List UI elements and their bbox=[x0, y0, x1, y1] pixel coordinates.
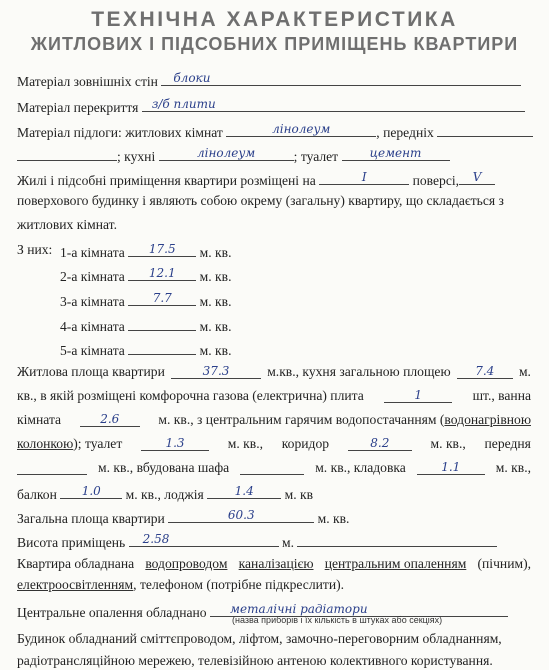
equipment-label: Квартира обладнана bbox=[17, 556, 135, 571]
building-floors-value: V bbox=[472, 170, 482, 184]
living-area-label: Житлова площа квартири bbox=[17, 364, 165, 379]
heating-devices-label: Центральне опалення обладнано bbox=[17, 605, 207, 620]
bathroom-row bbox=[17, 412, 531, 428]
height-value: 2.58 bbox=[142, 532, 170, 546]
water-heater-option[interactable]: водонагрівною bbox=[444, 412, 531, 427]
room-unit: м. кв. bbox=[199, 319, 232, 334]
room-unit: м. кв. bbox=[199, 343, 232, 358]
wardrobe-area-field[interactable] bbox=[240, 460, 304, 475]
toilet-row bbox=[17, 436, 531, 452]
title-line-1: ТЕХНІЧНА ХАРАКТЕРИСТИКА bbox=[91, 8, 458, 31]
living-area-row bbox=[17, 364, 531, 380]
location-text-3: поверхового будинку і являють собою окрему (загальну) квартиру, що складається з bbox=[17, 193, 504, 208]
room-label: 1-а кімната bbox=[60, 245, 125, 260]
stove-unit: шт., ванна bbox=[472, 388, 531, 403]
corridor-unit: м. кв., bbox=[430, 436, 466, 451]
equipment-row-2 bbox=[17, 577, 344, 593]
floor-kitchen-label: ; кухні bbox=[117, 149, 156, 164]
walls-row bbox=[17, 71, 521, 90]
floor-living-value: лінолеум bbox=[272, 122, 331, 136]
phone-option[interactable]: , телефоном (потрібне підкреслити). bbox=[133, 577, 345, 592]
apartment-floor-value: I bbox=[361, 170, 367, 184]
kitchen-area-field[interactable] bbox=[457, 364, 513, 379]
equipment-row bbox=[17, 556, 531, 572]
loggia-label: м. кв., лоджія bbox=[125, 487, 204, 502]
corridor-label: коридор bbox=[281, 436, 330, 451]
balcony-area-value: 1.0 bbox=[81, 484, 101, 498]
room-area-field[interactable] bbox=[128, 266, 196, 281]
room-unit: м. кв. bbox=[199, 294, 232, 309]
toilet-area-value: 1.3 bbox=[165, 436, 185, 450]
walls-field[interactable] bbox=[161, 71, 521, 86]
hall-row bbox=[17, 460, 531, 476]
bathroom-label: кімната bbox=[17, 412, 62, 427]
floor-toilet-field[interactable] bbox=[342, 146, 450, 161]
corridor-area-value: 8.2 bbox=[370, 436, 390, 450]
floor-living-field[interactable] bbox=[226, 122, 376, 137]
room-unit: м. кв. bbox=[199, 269, 232, 284]
floor-hall-field-2[interactable] bbox=[17, 146, 117, 161]
floor-row-2 bbox=[17, 146, 450, 165]
room-area-value: 12.1 bbox=[148, 266, 176, 280]
room-label: 2-а кімната bbox=[60, 269, 125, 284]
ceiling-label: Матеріал перекриття bbox=[17, 100, 139, 115]
floor-hall-label: , передніх bbox=[376, 125, 434, 140]
room-label: 4-а кімната bbox=[60, 319, 125, 334]
rooms-intro: З них: bbox=[17, 242, 53, 257]
water-heater-option-cont[interactable]: колонкою bbox=[17, 436, 74, 451]
kitchen-area-unit: м. bbox=[518, 364, 531, 379]
bathroom-area-value: 2.6 bbox=[100, 412, 120, 426]
total-area-unit: м. кв. bbox=[317, 511, 350, 526]
building-equipment-line-1: Будинок обладнаний сміттєпроводом, ліфтом, замочно-переговорним обладнанням, bbox=[17, 631, 502, 646]
room-area-field[interactable] bbox=[128, 340, 196, 355]
hall-unit: м. кв., вбудована шафа bbox=[97, 460, 230, 475]
wardrobe-unit: м. кв., кладовка bbox=[315, 460, 406, 475]
stove-count-field[interactable] bbox=[384, 388, 452, 403]
loggia-area-value: 1.4 bbox=[234, 484, 254, 498]
height-extra-field[interactable] bbox=[297, 532, 497, 547]
bathroom-area-field[interactable] bbox=[80, 412, 140, 427]
floor-hall-field[interactable] bbox=[437, 122, 533, 137]
heating-devices-value: металічні радіатори bbox=[230, 602, 368, 616]
floor-toilet-value: цемент bbox=[369, 146, 422, 160]
stove-row bbox=[17, 388, 531, 404]
room-area-field[interactable] bbox=[128, 291, 196, 306]
location-row bbox=[17, 170, 495, 189]
ceiling-value: з/б плити bbox=[151, 97, 216, 111]
balcony-label: балкон bbox=[17, 487, 57, 502]
room-row bbox=[60, 266, 231, 285]
pantry-unit: м. кв., bbox=[495, 460, 531, 475]
water-supply-option[interactable]: водопроводом bbox=[145, 556, 228, 571]
stove-label: кв., в якій розміщені комфорочна газова (електрична) плита bbox=[17, 388, 364, 403]
room-area-value: 7.7 bbox=[152, 291, 172, 305]
room-row bbox=[60, 291, 231, 310]
heating-devices-note: (назва приборів і їх кількість в штуках або секціях) bbox=[232, 615, 443, 625]
living-area-value: 37.3 bbox=[202, 364, 230, 378]
floor-label: Матеріал підлоги: житлових кімнат bbox=[17, 125, 223, 140]
balcony-row bbox=[17, 484, 313, 503]
room-area-field[interactable] bbox=[128, 316, 196, 331]
floor-kitchen-value: лінолеум bbox=[197, 146, 256, 160]
height-label: Висота приміщень bbox=[17, 535, 126, 550]
walls-value: блоки bbox=[173, 71, 211, 85]
pantry-area-field[interactable] bbox=[417, 460, 485, 475]
stove-heating-option[interactable]: (пічним), bbox=[477, 556, 531, 571]
ceiling-field[interactable] bbox=[142, 97, 525, 112]
hall-area-field[interactable] bbox=[17, 460, 87, 475]
sewerage-option[interactable]: каналізацією bbox=[238, 556, 314, 571]
walls-label: Матеріал зовнішніх стін bbox=[17, 74, 158, 89]
title-line-2: ЖИТЛОВИХ І ПІДСОБНИХ ПРИМІЩЕНЬ КВАРТИРИ bbox=[30, 34, 519, 54]
room-area-field[interactable] bbox=[128, 242, 196, 257]
height-row bbox=[17, 532, 497, 551]
apartment-floor-field[interactable] bbox=[319, 170, 409, 185]
balcony-area-field[interactable] bbox=[60, 484, 122, 499]
total-area-row bbox=[17, 508, 349, 527]
room-row bbox=[60, 242, 231, 261]
floor-kitchen-field[interactable] bbox=[159, 146, 294, 161]
height-field[interactable] bbox=[129, 532, 279, 547]
floor-row bbox=[17, 122, 533, 141]
building-equipment-line-2: радіотрансляційною мережею, телевізійною антеною колективного користування. bbox=[17, 653, 493, 668]
building-floors-field[interactable] bbox=[459, 170, 495, 185]
stove-count-value: 1 bbox=[414, 388, 422, 402]
bathroom-text: м. кв., з центральним гарячим водопостачанням ( bbox=[158, 412, 445, 427]
room-label: 3-а кімната bbox=[60, 294, 125, 309]
location-text-4: житлових кімнат. bbox=[17, 217, 117, 232]
total-area-value: 60.3 bbox=[227, 508, 255, 522]
room-row bbox=[60, 316, 231, 335]
kitchen-area-value: 7.4 bbox=[475, 364, 495, 378]
total-area-field[interactable] bbox=[168, 508, 314, 523]
hall-label: передня bbox=[484, 436, 531, 451]
toilet-label: ); туалет bbox=[73, 436, 123, 451]
total-area-label: Загальна площа квартири bbox=[17, 511, 165, 526]
kitchen-area-label: м.кв., кухня загальною площею bbox=[267, 364, 451, 379]
location-text-1: Жилі і підсобні приміщення квартири розміщені на bbox=[17, 173, 316, 188]
electricity-option[interactable]: електроосвітленням bbox=[17, 577, 134, 592]
room-unit: м. кв. bbox=[199, 245, 232, 260]
ceiling-row bbox=[17, 97, 525, 116]
pantry-area-value: 1.1 bbox=[441, 460, 461, 474]
room-area-value: 17.5 bbox=[148, 242, 176, 256]
living-area-field[interactable] bbox=[171, 364, 261, 379]
loggia-unit: м. кв bbox=[284, 487, 314, 502]
toilet-area-field[interactable] bbox=[141, 436, 209, 451]
toilet-unit: м. кв., bbox=[227, 436, 263, 451]
room-row bbox=[60, 340, 231, 359]
central-heating-option[interactable]: центральним опаленням bbox=[324, 556, 467, 571]
room-label: 5-а кімната bbox=[60, 343, 125, 358]
height-unit: м. bbox=[282, 535, 295, 550]
location-text-2: поверсі, bbox=[412, 173, 460, 188]
corridor-area-field[interactable] bbox=[348, 436, 412, 451]
loggia-area-field[interactable] bbox=[207, 484, 281, 499]
floor-toilet-label: ; туалет bbox=[293, 149, 339, 164]
